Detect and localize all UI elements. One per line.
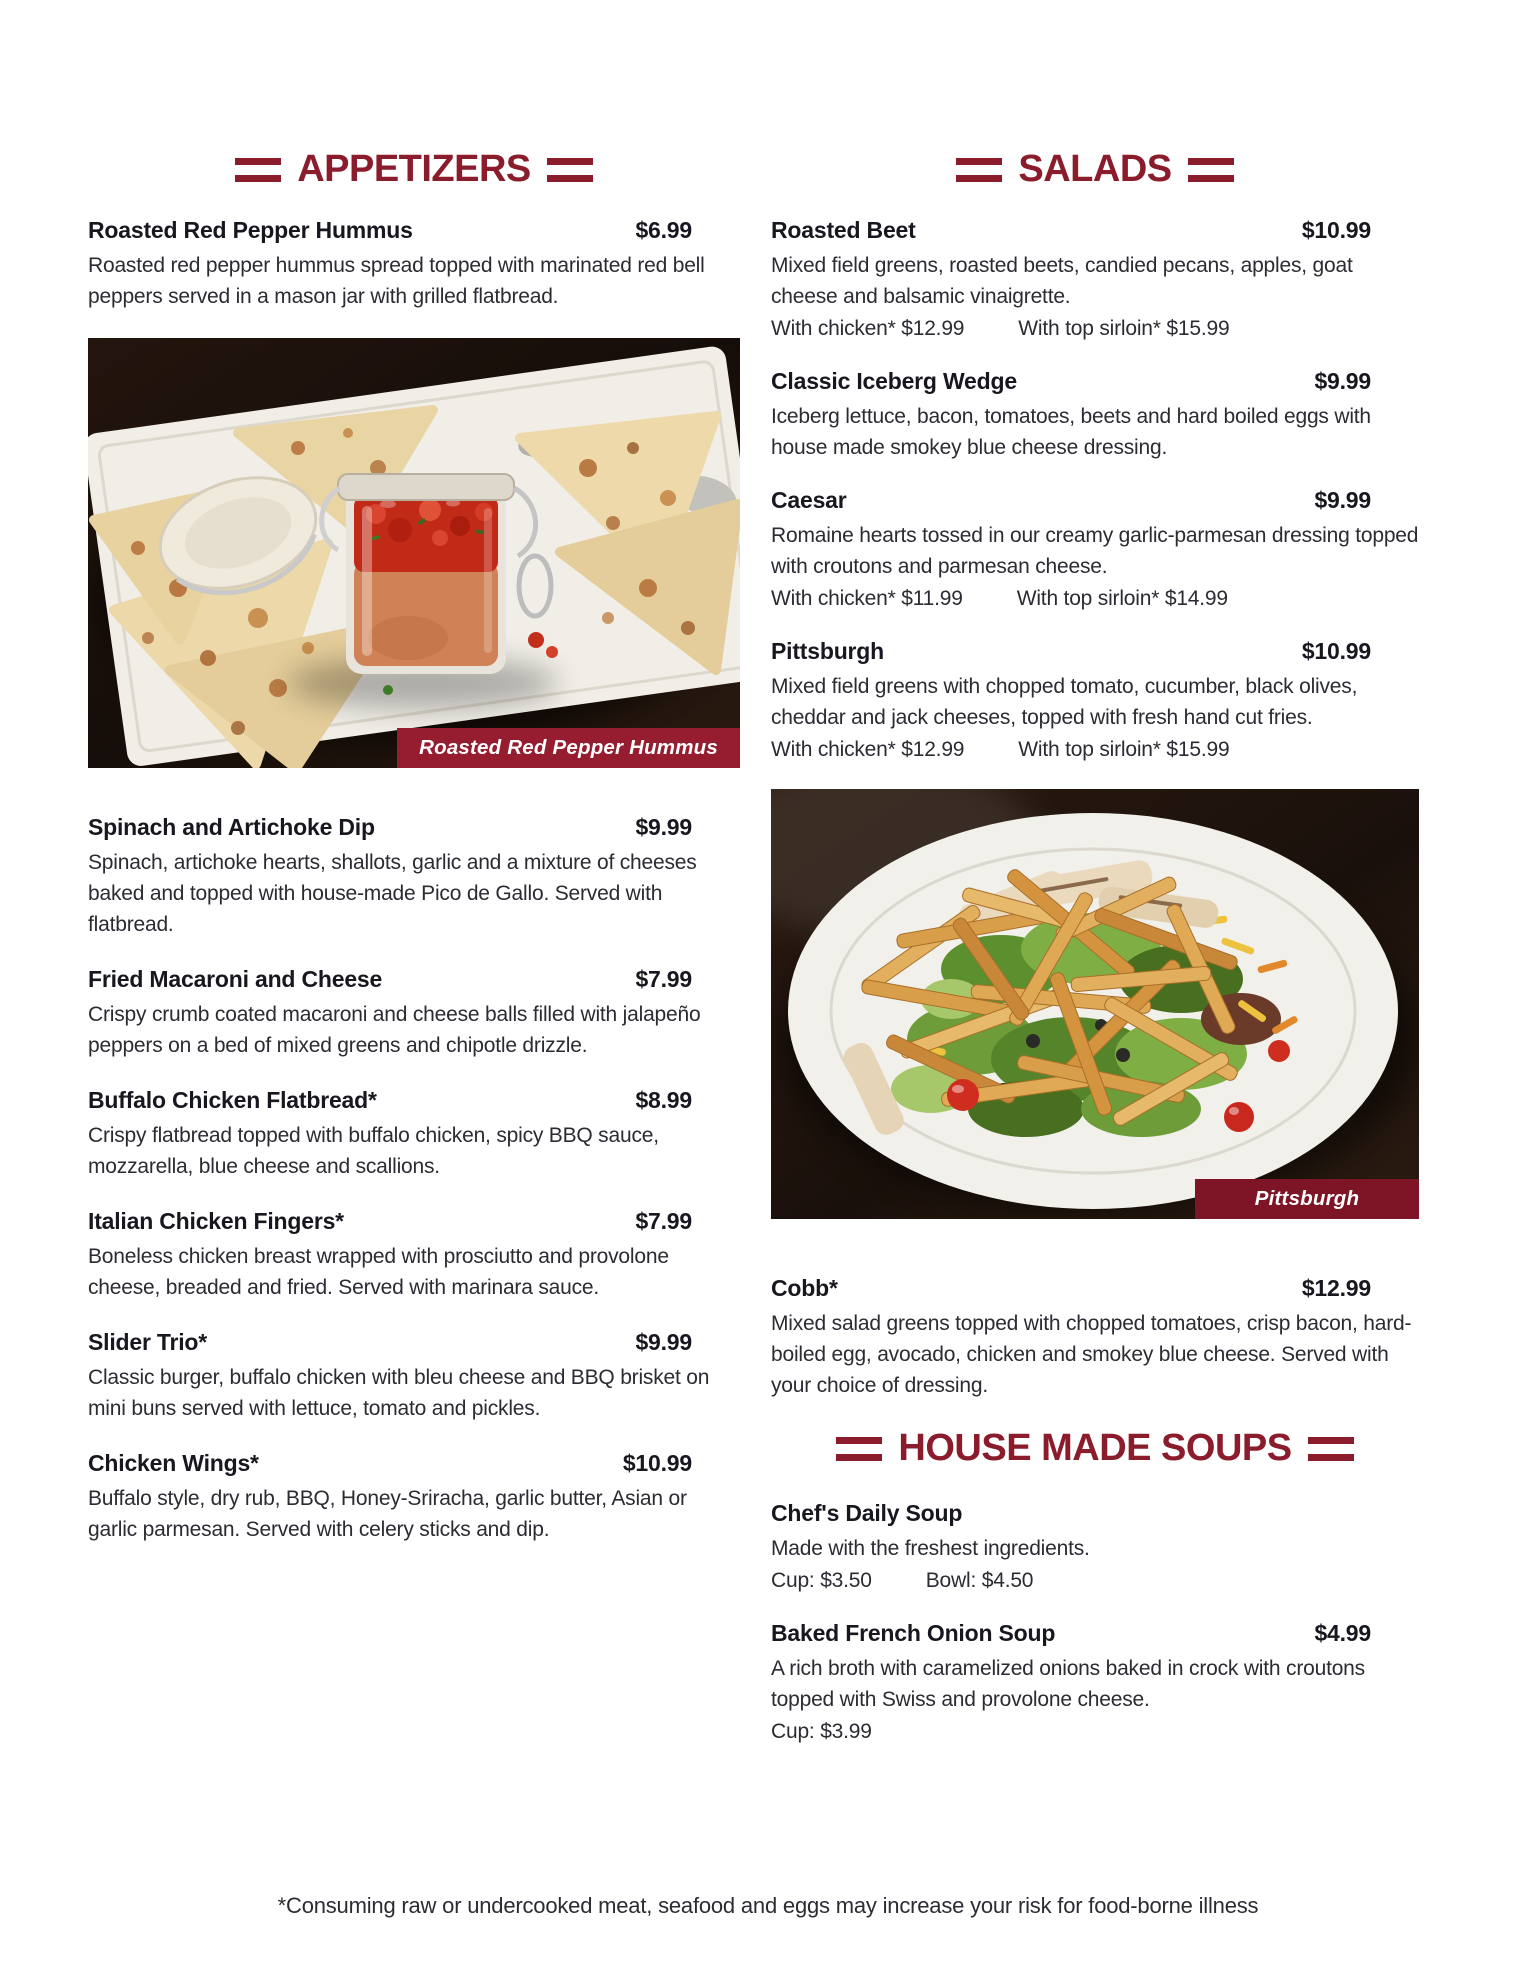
menu-item [771,1500,1419,1596]
item-price: $9.99 [1314,487,1371,513]
item-option: With top sirloin* $15.99 [1018,317,1230,340]
pittsburgh-photo-illustration [771,789,1419,1219]
item-price: $8.99 [635,1087,692,1113]
item-name: Baked French Onion Soup [771,1620,1056,1646]
item-option: Bowl: $4.50 [925,1569,1034,1592]
menu-item [771,368,1419,463]
menu-item [771,1620,1419,1747]
item-price: $9.99 [1314,368,1371,394]
item-price: $9.99 [635,1329,692,1355]
item-name: Pittsburgh [771,638,884,664]
item-name: Slider Trio* [88,1329,208,1355]
disclaimer-text: *Consuming raw or undercooked meat, seafood and eggs may increase your risk for food-borne illness [277,1893,1259,1918]
item-price: $6.99 [635,217,692,243]
menu-item [88,966,740,1061]
item-name: Italian Chicken Fingers* [88,1208,344,1234]
item-option: With top sirloin* $15.99 [1018,738,1230,761]
item-description: Classic burger, buffalo chicken with bleu cheese and BBQ brisket on mini buns served with lettuce, tomato and pickles. [88,1366,710,1420]
section-title: HOUSE MADE SOUPS [898,1427,1292,1469]
hummus-photo [88,338,740,768]
double-bar-icon [1308,1437,1354,1461]
menu-item [88,1329,740,1424]
photo-caption: Roasted Red Pepper Hummus [397,728,740,768]
item-description: Boneless chicken breast wrapped with prosciutto and provolone cheese, breaded and fried. Served with marinara sauce. [88,1245,669,1299]
item-price: $10.99 [1301,217,1371,243]
item-description: Made with the freshest ingredients. [771,1537,1090,1560]
item-description: Romaine hearts tossed in our creamy garlic-parmesan dressing topped with croutons and parmesan cheese. [771,524,1419,578]
item-price: $10.99 [622,1450,692,1476]
salads-header [771,148,1419,191]
item-name: Roasted Red Pepper Hummus [88,217,413,243]
item-description: Crispy flatbread topped with buffalo chicken, spicy BBQ sauce, mozzarella, blue cheese and scallions. [88,1124,659,1178]
item-description: Iceberg lettuce, bacon, tomatoes, beets and hard boiled eggs with house made smokey blue cheese dressing. [771,405,1371,459]
item-option: With chicken* $12.99 [771,738,965,761]
item-name: Buffalo Chicken Flatbread* [88,1087,377,1113]
item-option: With top sirloin* $14.99 [1016,587,1228,610]
item-description: Spinach, artichoke hearts, shallots, garlic and a mixture of cheeses baked and topped with house-made Pico de Gallo. Served with flatbread. [88,851,697,936]
soups-header [771,1427,1419,1470]
pittsburgh-photo [771,789,1419,1219]
item-price: $10.99 [1301,638,1371,664]
item-name: Spinach and Artichoke Dip [88,814,375,840]
menu-item [88,217,740,312]
menu-item [88,814,740,940]
section-title: SALADS [1018,148,1172,190]
item-name: Chicken Wings* [88,1450,259,1476]
item-description: Mixed salad greens topped with chopped tomatoes, crisp bacon, hard-boiled egg, avocado, chicken and smokey blue cheese. Served with your choice of dressing. [771,1312,1412,1397]
item-name: Classic Iceberg Wedge [771,368,1017,394]
double-bar-icon [1188,158,1234,182]
item-options [771,1565,1419,1596]
double-bar-icon [547,158,593,182]
item-option: With chicken* $11.99 [771,587,963,610]
item-name: Cobb* [771,1275,838,1301]
item-options [771,1716,1419,1747]
item-price: $12.99 [1301,1275,1371,1301]
double-bar-icon [235,158,281,182]
menu-item [88,1208,740,1303]
item-name: Caesar [771,487,847,513]
item-price: $9.99 [635,814,692,840]
item-options [771,313,1419,344]
photo-caption: Pittsburgh [1195,1179,1419,1219]
salads-column [771,148,1419,1771]
item-name: Chef's Daily Soup [771,1500,963,1526]
menu-item [88,1087,740,1182]
double-bar-icon [956,158,1002,182]
item-description: Mixed field greens with chopped tomato, cucumber, black olives, cheddar and jack cheeses, topped with fresh hand cut fries. [771,675,1358,729]
hummus-photo-illustration [88,338,740,768]
menu-item [771,487,1419,614]
menu-item [771,217,1419,344]
item-price: $7.99 [635,966,692,992]
menu-item [771,638,1419,765]
item-description: Buffalo style, dry rub, BBQ, Honey-Sriracha, garlic butter, Asian or garlic parmesan. Served with celery sticks and dip. [88,1487,687,1541]
appetizers-header [88,148,740,191]
section-title: APPETIZERS [297,148,531,190]
item-name: Fried Macaroni and Cheese [88,966,383,992]
item-price: $4.99 [1314,1620,1371,1646]
item-description: Roasted red pepper hummus spread topped with marinated red bell peppers served in a mason jar with grilled flatbread. [88,254,705,308]
menu-item [88,1450,740,1545]
item-description: Crispy crumb coated macaroni and cheese balls filled with jalapeño peppers on a bed of mixed greens and chipotle drizzle. [88,1003,701,1057]
item-option: Cup: $3.50 [771,1569,872,1592]
item-price: $7.99 [635,1208,692,1234]
item-options [771,734,1419,765]
item-options [771,583,1419,614]
item-description: A rich broth with caramelized onions baked in crock with croutons topped with Swiss and provolone cheese. [771,1657,1365,1711]
item-description: Mixed field greens, roasted beets, candied pecans, apples, goat cheese and balsamic vinaigrette. [771,254,1353,308]
item-name: Roasted Beet [771,217,916,243]
item-option: With chicken* $12.99 [771,317,965,340]
item-option: Cup: $3.99 [771,1720,872,1743]
double-bar-icon [836,1437,882,1461]
menu-item [771,1275,1419,1401]
appetizers-column [88,148,740,1571]
